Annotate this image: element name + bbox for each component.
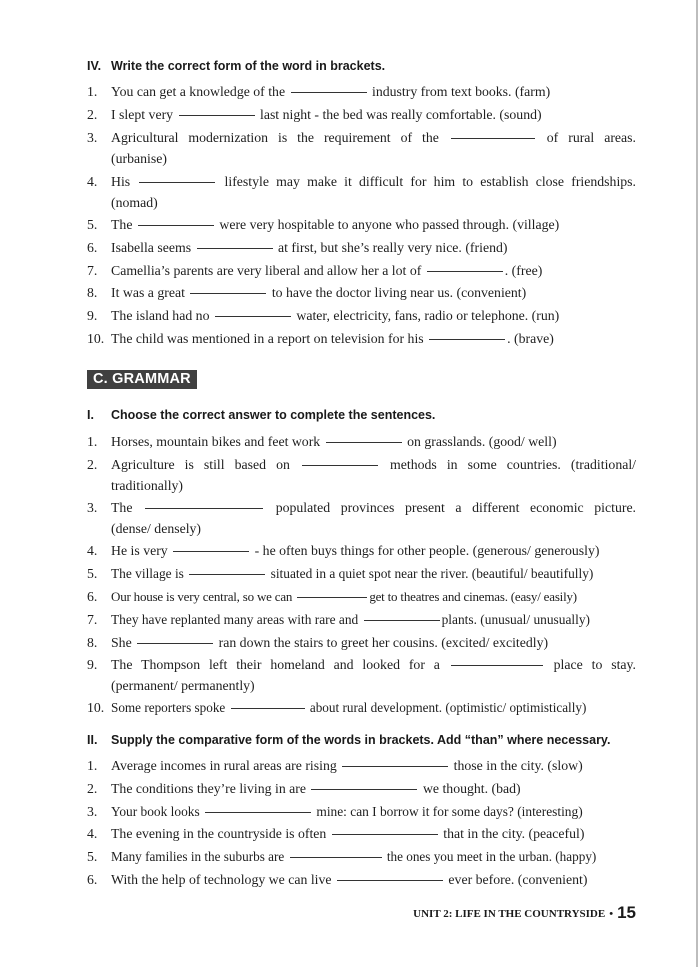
- grammar2-title: Supply the comparative form of the words in brackets. Add “than” where necessary.: [111, 733, 611, 747]
- footer-bullet: •: [609, 908, 614, 920]
- answer-blank[interactable]: [429, 338, 505, 340]
- answer-blank[interactable]: [451, 137, 535, 139]
- answer-blank[interactable]: [427, 270, 503, 272]
- grammar1-item-1: 1. Horses, mountain bikes and feet work on grasslands. (good/ well): [87, 434, 557, 449]
- grammar1-number: I.: [87, 408, 94, 422]
- grammar2-item-1: 1. Average incomes in rural areas are rising those in the city. (slow): [87, 758, 583, 773]
- grammar1-item-5: 5. The village is situated in a quiet spot near the river. (beautiful/ beautifully): [87, 566, 594, 581]
- answer-blank[interactable]: [342, 765, 448, 767]
- part4-item-4: 4. His lifestyle may make it difficult for him to establish close friendships. (nomad): [87, 174, 636, 210]
- section-c-badge: C. GRAMMAR: [87, 370, 197, 389]
- answer-blank[interactable]: [179, 114, 255, 116]
- answer-blank[interactable]: [145, 507, 263, 509]
- answer-blank[interactable]: [297, 596, 367, 598]
- answer-blank[interactable]: [326, 441, 402, 443]
- grammar1-item-4: 4. He is very - he often buys things for other people. (generous/ generously): [87, 543, 600, 558]
- answer-blank[interactable]: [190, 292, 266, 294]
- grammar2-item-4: 4. The evening in the countryside is often that in the city. (peaceful): [87, 826, 585, 841]
- grammar2-item-3: 3. Your book looks mine: can I borrow it for some days? (interesting): [87, 804, 583, 819]
- part4-item-1: 1. You can get a knowledge of the industry from text books. (farm): [87, 84, 551, 99]
- answer-blank[interactable]: [364, 619, 440, 621]
- part4-number: IV.: [87, 59, 102, 73]
- answer-blank[interactable]: [290, 856, 382, 858]
- part4-item-9: 9. The island had no water, electricity, fans, radio or telephone. (run): [87, 308, 560, 323]
- answer-blank[interactable]: [291, 91, 367, 93]
- grammar1-item-8: 8. She ran down the stairs to greet her cousins. (excited/ excitedly): [87, 635, 549, 650]
- part4-item-5: 5. The were very hospitable to anyone who passed through. (village): [87, 217, 560, 232]
- answer-blank[interactable]: [231, 707, 305, 709]
- grammar2-item-2: 2. The conditions they’re living in are we thought. (bad): [87, 781, 521, 796]
- grammar1-item-6: 6. Our house is very central, so we can get to theatres and cinemas. (easy/ easily): [87, 589, 577, 604]
- page-number: 15: [617, 903, 636, 922]
- answer-blank[interactable]: [138, 224, 214, 226]
- part4-item-3: 3. Agricultural modernization is the requirement of the of rural areas. (urbanise): [87, 130, 636, 166]
- answer-blank[interactable]: [302, 464, 378, 466]
- answer-blank[interactable]: [451, 664, 543, 666]
- answer-blank[interactable]: [139, 181, 215, 183]
- grammar1-heading: [87, 408, 435, 422]
- answer-blank[interactable]: [215, 315, 291, 317]
- grammar1-title: Choose the correct answer to complete the sentences.: [111, 408, 436, 422]
- grammar2-heading: [87, 733, 610, 747]
- part4-item-8: 8. It was a great to have the doctor living near us. (convenient): [87, 285, 527, 300]
- answer-blank[interactable]: [311, 788, 417, 790]
- part4-item-2: 2. I slept very last night - the bed was really comfortable. (sound): [87, 107, 542, 122]
- page-footer: [413, 903, 636, 923]
- part4-item-10: 10. The child was mentioned in a report on television for his . (brave): [87, 331, 554, 346]
- grammar1-item-7: 7. They have replanted many areas with rare and plants. (unusual/ unusually): [87, 612, 591, 627]
- answer-blank[interactable]: [189, 573, 265, 575]
- grammar2-number: II.: [87, 733, 98, 747]
- grammar1-item-10: 10. Some reporters spoke about rural development. (optimistic/ optimistically): [87, 700, 587, 715]
- answer-blank[interactable]: [205, 811, 311, 813]
- grammar1-item-9: 9. The Thompson left their homeland and looked for a place to stay. (permanent/ permanently): [87, 657, 637, 693]
- part4-heading: [87, 59, 385, 73]
- answer-blank[interactable]: [173, 550, 249, 552]
- answer-blank[interactable]: [332, 833, 438, 835]
- grammar1-item-3: 3. The populated provinces present a different economic picture. (dense/ densely): [87, 500, 637, 536]
- grammar1-item-2: 2. Agriculture is still based on methods in some countries. (traditional/ traditionally): [87, 457, 637, 493]
- part4-item-6: 6. Isabella seems at first, but she’s really very nice. (friend): [87, 240, 508, 255]
- answer-blank[interactable]: [337, 879, 443, 881]
- footer-unit-title: UNIT 2: LIFE IN THE COUNTRYSIDE: [413, 908, 606, 920]
- part4-item-7: 7. Camellia’s parents are very liberal and allow her a lot of . (free): [87, 263, 543, 278]
- part4-title: Write the correct form of the word in brackets.: [111, 59, 386, 73]
- answer-blank[interactable]: [197, 247, 273, 249]
- grammar2-item-6: 6. With the help of technology we can live ever before. (convenient): [87, 872, 588, 887]
- grammar2-item-5: 5. Many families in the suburbs are the ones you meet in the urban. (happy): [87, 849, 597, 864]
- answer-blank[interactable]: [137, 642, 213, 644]
